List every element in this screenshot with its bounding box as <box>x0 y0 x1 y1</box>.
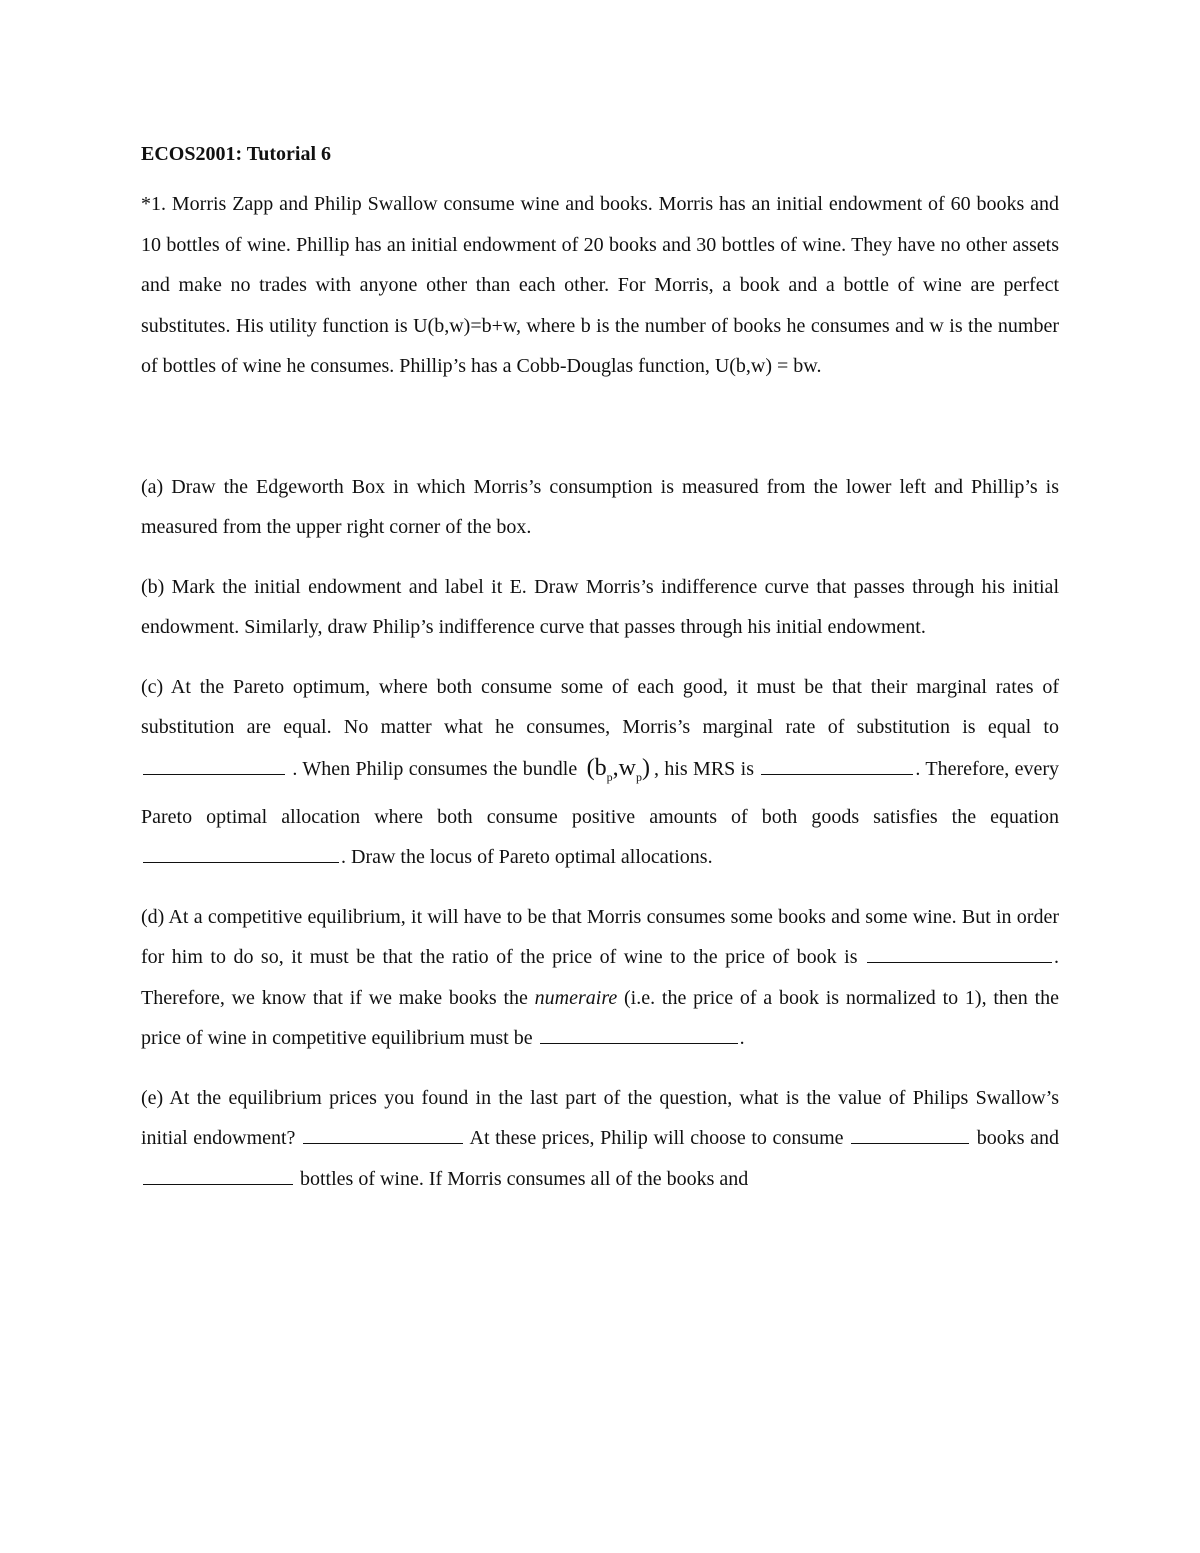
numeraire-term: numeraire <box>534 986 618 1009</box>
answer-blank-price-ratio[interactable] <box>867 942 1052 963</box>
part-c-text-4: . Therefore, every Pareto optimal allocation where both consume positive amounts of both goods satisfies the equation <box>141 757 1060 828</box>
answer-blank-philip-books[interactable] <box>851 1123 969 1144</box>
part-c-text-1: (c) At the Pareto optimum, where both consume some of each good, it must be that their marginal rates of substitution are equal. No matter what he consumes, Morris’s marginal rate of substitution is equal to <box>141 675 1059 738</box>
answer-blank-morris-mrs[interactable] <box>143 754 285 775</box>
part-e <box>141 1078 1059 1200</box>
part-e-text-2: At these prices, Philip will choose to consume <box>469 1127 844 1150</box>
answer-blank-philip-mrs[interactable] <box>761 754 913 775</box>
answer-blank-pareto-equation[interactable] <box>143 842 339 863</box>
document-title: ECOS2001: Tutorial 6 <box>141 143 332 165</box>
part-d <box>141 897 1059 1059</box>
part-d-text-3: (i.e. the price of a book is normalized to 1), then the price of wine in competitive equilibrium must be <box>141 986 1059 1050</box>
answer-blank-wine-price[interactable] <box>540 1023 738 1044</box>
part-d-text-1: (d) At a competitive equilibrium, it will have to be that Morris consumes some books and some wine. But in order for him to do so, it must be that the ratio of the price of wine to the price of book is <box>141 905 1059 969</box>
part-d-text-4: . <box>739 1027 745 1050</box>
part-e-text-3: books and <box>976 1127 1059 1150</box>
part-e-text-1: (e) At the equilibrium prices you found in the last part of the question, what is the value of Philips Swallow’s initial endowment? <box>141 1086 1059 1150</box>
document-page <box>141 134 1059 1218</box>
answer-blank-endowment-value[interactable] <box>303 1123 463 1144</box>
bundle-notation: $(b_p,w_p)$ <box>586 754 650 784</box>
part-a: (a) Draw the Edgeworth Box in which Morris’s consumption is measured from the lower left and Phillip’s is measured from the upper right corner of the box. <box>141 475 1059 538</box>
part-c-text-5: . Draw the locus of Pareto optimal allocations. <box>341 846 713 869</box>
part-e-text-4: bottles of wine. If Morris consumes all of the books and <box>300 1167 749 1190</box>
part-d-text-2: . Therefore, we know that if we make books the <box>141 946 1060 1009</box>
part-c-text-2: . When Philip consumes the bundle <box>292 757 578 780</box>
part-c-text-3: , his MRS is <box>653 757 754 780</box>
part-b: (b) Mark the initial endowment and label it E. Draw Morris’s indifference curve that passes through his initial endowment. Similarly, draw Philip’s indifference curve that passes through his initial endowment. <box>141 575 1059 638</box>
question-1-text: *1. Morris Zapp and Philip Swallow consume wine and books. Morris has an initial endowment of 60 books and 10 bottles of wine. Phillip has an initial endowment of 20 books and 30 bottles of wine. They have no other assets and make no trades with anyone other than each other. For Morris, a book and a bottle of wine are perfect substitutes. His utility function is U(b,w)=b+w, where b is the number of books he consumes and w is the number of bottles of wine he consumes. Phillip’s has a Cobb-Douglas function, U(b,w) = bw. <box>141 193 1059 377</box>
part-c <box>141 667 1059 878</box>
answer-blank-philip-wine[interactable] <box>143 1164 293 1185</box>
